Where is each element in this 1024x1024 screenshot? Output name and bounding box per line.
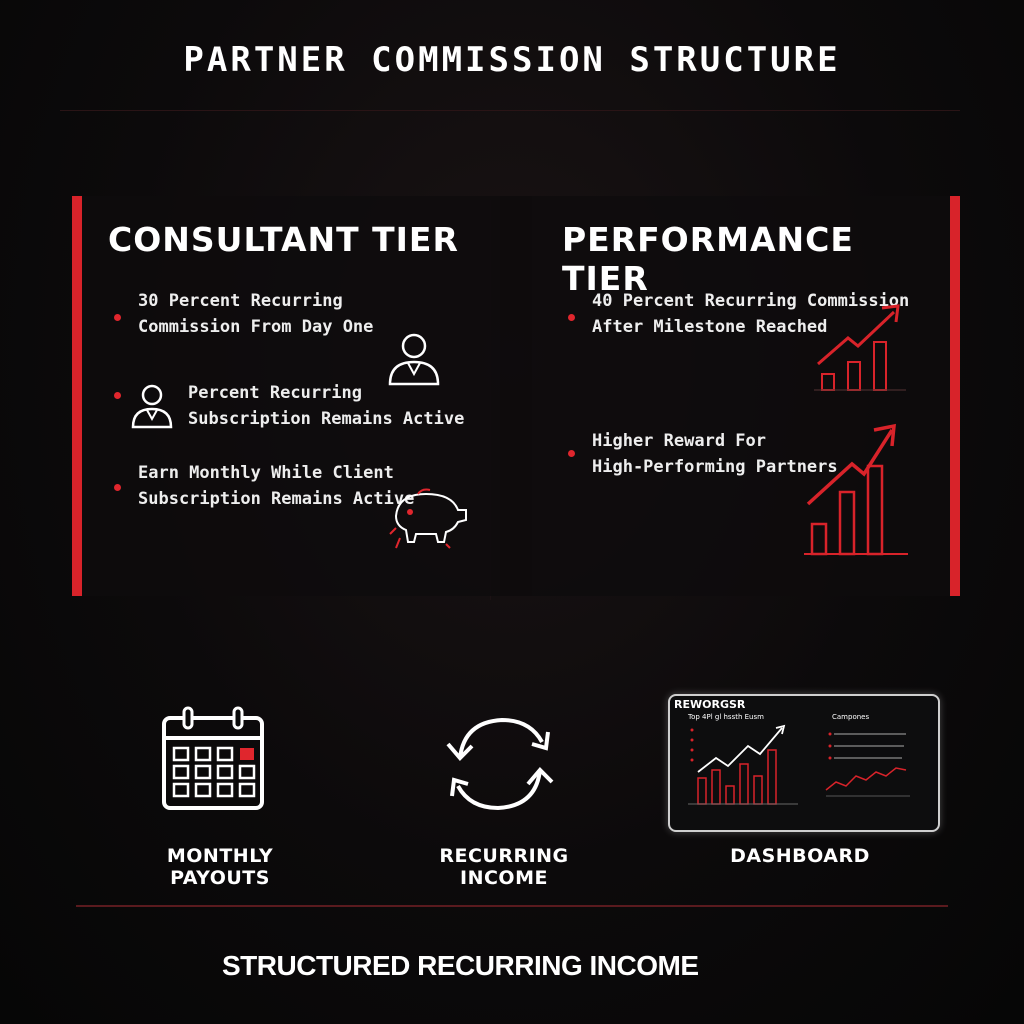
dashboard-brand: REWORGSR	[674, 698, 746, 711]
bullet-line: Higher Reward For	[592, 431, 766, 451]
divider	[76, 905, 948, 907]
bullet-line: Subscription Remains Active	[138, 489, 415, 509]
bullet-dot	[568, 314, 575, 321]
bullet-line: 30 Percent Recurring	[138, 291, 343, 311]
piggy-bank-icon	[386, 486, 470, 552]
performance-tier-panel	[500, 196, 960, 596]
dashboard-screen-icon	[668, 694, 940, 832]
tier-title: PERFORMANCE TIER	[562, 220, 854, 298]
dashboard-label: DASHBOARD	[730, 845, 870, 867]
calendar-icon	[158, 704, 268, 814]
recurring-income-label: RECURRING INCOME	[439, 845, 569, 889]
consultant-tier-panel	[72, 196, 532, 596]
bullet-dot	[114, 484, 121, 491]
bullet-dot	[568, 450, 575, 457]
person-icon	[130, 382, 174, 430]
recycle-arrows-icon	[440, 708, 560, 822]
bullet-line: Subscription Remains Active	[188, 409, 465, 429]
page-title: PARTNER COMMISSION STRUCTURE	[183, 40, 841, 80]
bullet-dot	[114, 314, 121, 321]
monthly-payouts-label: MONTHLY PAYOUTS	[166, 845, 274, 889]
dashboard-chart-title: Top 4Pl gl hssth Eusm	[688, 713, 764, 721]
bullet-line: Earn Monthly While Client	[138, 463, 394, 483]
bullet-dot	[114, 392, 121, 399]
growth-chart-icon	[800, 418, 912, 558]
dashboard-mini-charts	[670, 696, 938, 830]
bullet-line: After Milestone Reached	[592, 317, 828, 337]
growth-chart-icon	[812, 296, 908, 400]
bullet-line: Commission From Day One	[138, 317, 374, 337]
tagline: STRUCTURED RECURRING INCOME	[222, 950, 699, 981]
dashboard-side-title: Campones	[832, 713, 870, 721]
bullet-line: High-Performing Partners	[592, 457, 838, 477]
decorative-line	[60, 110, 960, 111]
bullet-text	[188, 380, 488, 432]
bullet-line: Percent Recurring	[188, 383, 362, 403]
tier-title: CONSULTANT TIER	[108, 220, 459, 259]
bullet-line: 40 Percent Recurring Commission	[592, 291, 910, 311]
